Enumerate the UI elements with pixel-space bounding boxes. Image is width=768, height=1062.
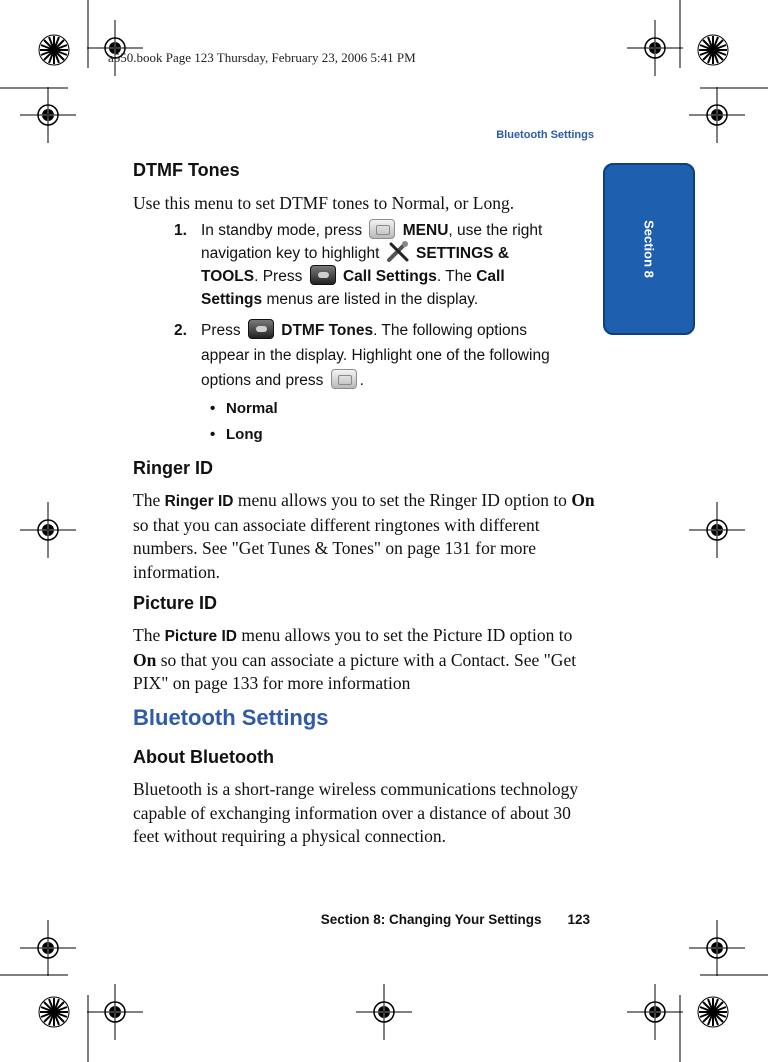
text-part: menu allows you to set the Ringer ID option to (237, 490, 567, 510)
step-text-part: Press (201, 322, 241, 339)
step-text-part: menus are listed in the display. (266, 291, 479, 308)
step-text (201, 219, 566, 311)
picture-paragraph (133, 624, 595, 696)
on-label: On (133, 649, 157, 670)
text-part: menu allows you to set the Picture ID option to (241, 625, 573, 645)
bullet: • (210, 426, 216, 443)
step-text (201, 318, 566, 393)
bluetooth-paragraph: Bluetooth is a short-range wireless communications technology capable of exchanging information over a distance of about 30 feet without requiring a physical connection. (133, 779, 579, 846)
ringer-id-label: Ringer ID (164, 493, 234, 510)
ok-key-icon (331, 369, 357, 389)
text-part: so that you can associate different ringtones with different numbers. See "Get Tunes & Tones" on page 131 for more information. (133, 514, 540, 582)
picture-heading: Picture ID (133, 593, 218, 613)
tools-icon (386, 241, 410, 263)
section-tab (603, 163, 695, 335)
about-bluetooth-heading: About Bluetooth (133, 747, 274, 767)
text-part: so that you can associate a picture with a Contact. See "Get PIX" on page 133 for more information (133, 649, 577, 693)
print-header: a550.book Page 123 Thursday, February 23, 2006 5:41 PM (108, 50, 416, 65)
option-label: Long (226, 426, 263, 443)
key-6-icon (310, 265, 336, 285)
page-number: 123 (567, 912, 590, 927)
step-text-part: , use the right navigation key to highlight (201, 222, 543, 262)
section-tab-label: Section 8 (641, 220, 657, 278)
step-text-part: . (359, 372, 364, 389)
on-label: On (571, 490, 595, 510)
bullet: • (210, 400, 216, 417)
ok-key-icon (369, 219, 395, 239)
section-title: Bluetooth Settings (133, 705, 329, 730)
option-label: Normal (226, 400, 278, 417)
step-text-part: In standby mode, press (201, 222, 363, 239)
call-settings-label: Call Settings (201, 268, 505, 308)
text-part: The (133, 625, 161, 645)
dtmf-heading: DTMF Tones (133, 160, 240, 180)
page-footer (300, 912, 590, 927)
step-text-part: . Press (254, 268, 303, 285)
key-8-icon (248, 319, 274, 339)
step-number: 1. (174, 222, 187, 239)
step-text-part: . The (436, 268, 472, 285)
call-settings-label: Call Settings (342, 268, 437, 285)
ringer-paragraph (133, 489, 595, 584)
running-head: Bluetooth Settings (496, 129, 594, 141)
dtmf-tones-label: DTMF Tones (281, 322, 374, 339)
footer-section-label: Section 8: Changing Your Settings (320, 912, 542, 927)
picture-id-label: Picture ID (164, 628, 237, 645)
step-number: 2. (174, 322, 187, 339)
settings-tools-label: SETTINGS & TOOLS (201, 245, 510, 285)
ringer-heading: Ringer ID (133, 458, 214, 478)
menu-label: MENU (402, 222, 449, 239)
text-part: The (133, 490, 161, 510)
step-text-part: . The following options appear in the display. Highlight one of the following options and press (201, 322, 550, 389)
dtmf-intro: Use this menu to set DTMF tones to Normal, or Long. (133, 193, 515, 213)
